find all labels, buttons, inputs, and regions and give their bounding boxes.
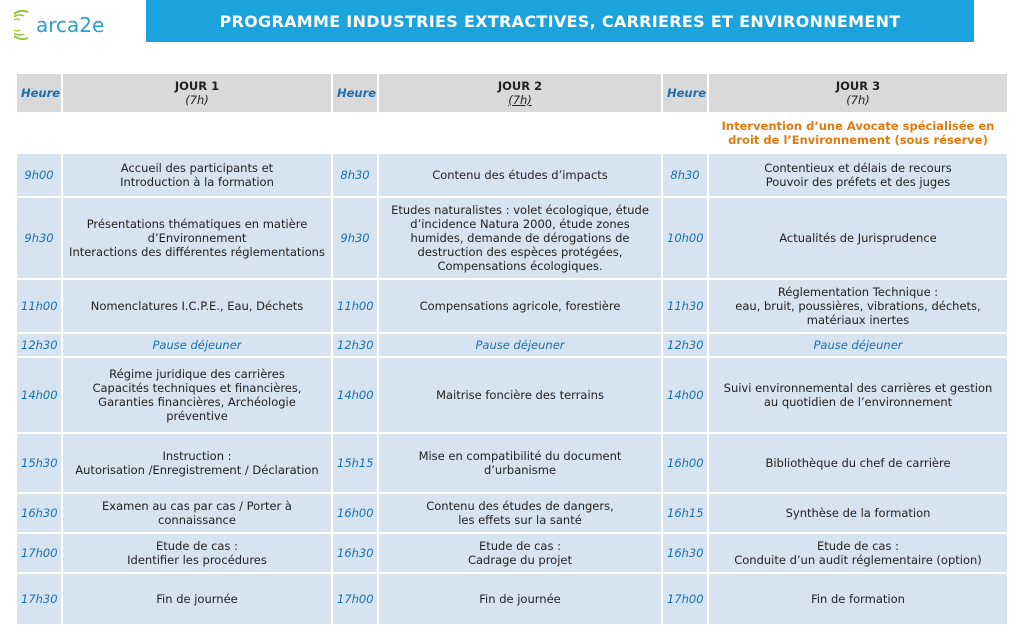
session-cell: Réglementation Technique : eau, bruit, poussières, vibrations, déchets, matériaux inertes [709, 280, 1007, 332]
session-cell: Fin de formation [709, 574, 1007, 624]
schedule-row [17, 280, 1007, 332]
time-cell: 10h00 [663, 198, 707, 278]
time-cell: 12h30 [333, 334, 377, 356]
schedule-row [17, 494, 1007, 532]
session-cell: Instruction : Autorisation /Enregistrement / Déclaration [63, 434, 331, 492]
heure-header: Heure [17, 74, 61, 112]
session-cell: Maitrise foncière des terrains [379, 358, 661, 432]
time-cell: 14h00 [663, 358, 707, 432]
session-cell: Présentations thématiques en matière d’Environnement Interactions des différentes réglementations [63, 198, 331, 278]
session-cell: Accueil des participants et Introduction à la formation [63, 154, 331, 196]
time-cell: 9h30 [17, 198, 61, 278]
time-cell: 16h00 [663, 434, 707, 492]
schedule-row [17, 574, 1007, 624]
time-cell: 8h30 [333, 154, 377, 196]
session-cell: Etude de cas : Identifier les procédures [63, 534, 331, 572]
schedule-row [17, 534, 1007, 572]
session-cell: Contenu des études d’impacts [379, 154, 661, 196]
time-cell: 11h00 [17, 280, 61, 332]
note-row [17, 114, 1007, 152]
schedule-row [17, 154, 1007, 196]
time-cell: 11h00 [333, 280, 377, 332]
time-cell: 8h30 [663, 154, 707, 196]
schedule-row [17, 434, 1007, 492]
time-cell: 12h30 [663, 334, 707, 356]
note-spacer [17, 114, 707, 152]
pause-cell: Pause déjeuner [709, 334, 1007, 356]
schedule-row [17, 334, 1007, 356]
time-cell: 15h15 [333, 434, 377, 492]
time-cell: 17h30 [17, 574, 61, 624]
session-cell: Contentieux et délais de recours Pouvoir des préfets et des juges [709, 154, 1007, 196]
schedule-row [17, 198, 1007, 278]
time-cell: 16h30 [17, 494, 61, 532]
session-cell: Régime juridique des carrières Capacités techniques et financières, Garanties financières, Archéologie préventive [63, 358, 331, 432]
day-2-header [379, 74, 661, 112]
session-cell: Nomenclatures I.C.P.E., Eau, Déchets [63, 280, 331, 332]
session-cell: Compensations agricole, forestière [379, 280, 661, 332]
time-cell: 11h30 [663, 280, 707, 332]
arca2e-logo [14, 6, 124, 42]
day-1-label: JOUR 1 [174, 79, 220, 93]
pause-cell: Pause déjeuner [379, 334, 661, 356]
session-cell: Actualités de Jurisprudence [709, 198, 1007, 278]
session-cell: Etude de cas : Conduite d’un audit réglementaire (option) [709, 534, 1007, 572]
session-cell: Mise en compatibilité du document d’urbanisme [379, 434, 661, 492]
logo-mark-icon [14, 6, 124, 42]
session-cell: Etudes naturalistes : volet écologique, étude d’incidence Natura 2000, étude zones humides, demande de dérogations de destruction des espèces protégées, Compensations écologiques. [379, 198, 661, 278]
session-cell: Suivi environnemental des carrières et gestion au quotidien de l’environnement [709, 358, 1007, 432]
day-3-note: Intervention d’une Avocate spécialisée en droit de l’Environnement (sous réserve) [721, 119, 995, 147]
header-row [17, 74, 1007, 112]
session-cell: Bibliothèque du chef de carrière [709, 434, 1007, 492]
day-1-header [63, 74, 331, 112]
session-cell: Contenu des études de dangers, les effets sur la santé [379, 494, 661, 532]
session-cell: Fin de journée [379, 574, 661, 624]
day-1-duration: (7h) [185, 93, 209, 107]
day-3-header [709, 74, 1007, 112]
time-cell: 16h30 [333, 534, 377, 572]
time-cell: 17h00 [17, 534, 61, 572]
heure-header: Heure [333, 74, 377, 112]
time-cell: 16h30 [663, 534, 707, 572]
time-cell: 15h30 [17, 434, 61, 492]
heure-header: Heure [663, 74, 707, 112]
time-cell: 9h00 [17, 154, 61, 196]
session-cell: Synthèse de la formation [709, 494, 1007, 532]
time-cell: 9h30 [333, 198, 377, 278]
time-cell: 14h00 [333, 358, 377, 432]
day-3-duration: (7h) [846, 93, 870, 107]
schedule-table [15, 72, 1009, 626]
time-cell: 12h30 [17, 334, 61, 356]
schedule-row [17, 358, 1007, 432]
time-cell: 16h15 [663, 494, 707, 532]
time-cell: 16h00 [333, 494, 377, 532]
day-2-label: JOUR 2 [497, 79, 543, 93]
day-3-label: JOUR 3 [835, 79, 881, 93]
page-title: PROGRAMME INDUSTRIES EXTRACTIVES, CARRIERES ET ENVIRONNEMENT [219, 11, 901, 31]
time-cell: 14h00 [17, 358, 61, 432]
session-cell: Examen au cas par cas / Porter à connaissance [63, 494, 331, 532]
pause-cell: Pause déjeuner [63, 334, 331, 356]
session-cell: Fin de journée [63, 574, 331, 624]
page-title-banner [146, 0, 974, 42]
day-2-duration: (7h) [508, 93, 532, 107]
time-cell: 17h00 [663, 574, 707, 624]
time-cell: 17h00 [333, 574, 377, 624]
session-cell: Etude de cas : Cadrage du projet [379, 534, 661, 572]
logo-text: arca2e [36, 13, 105, 37]
